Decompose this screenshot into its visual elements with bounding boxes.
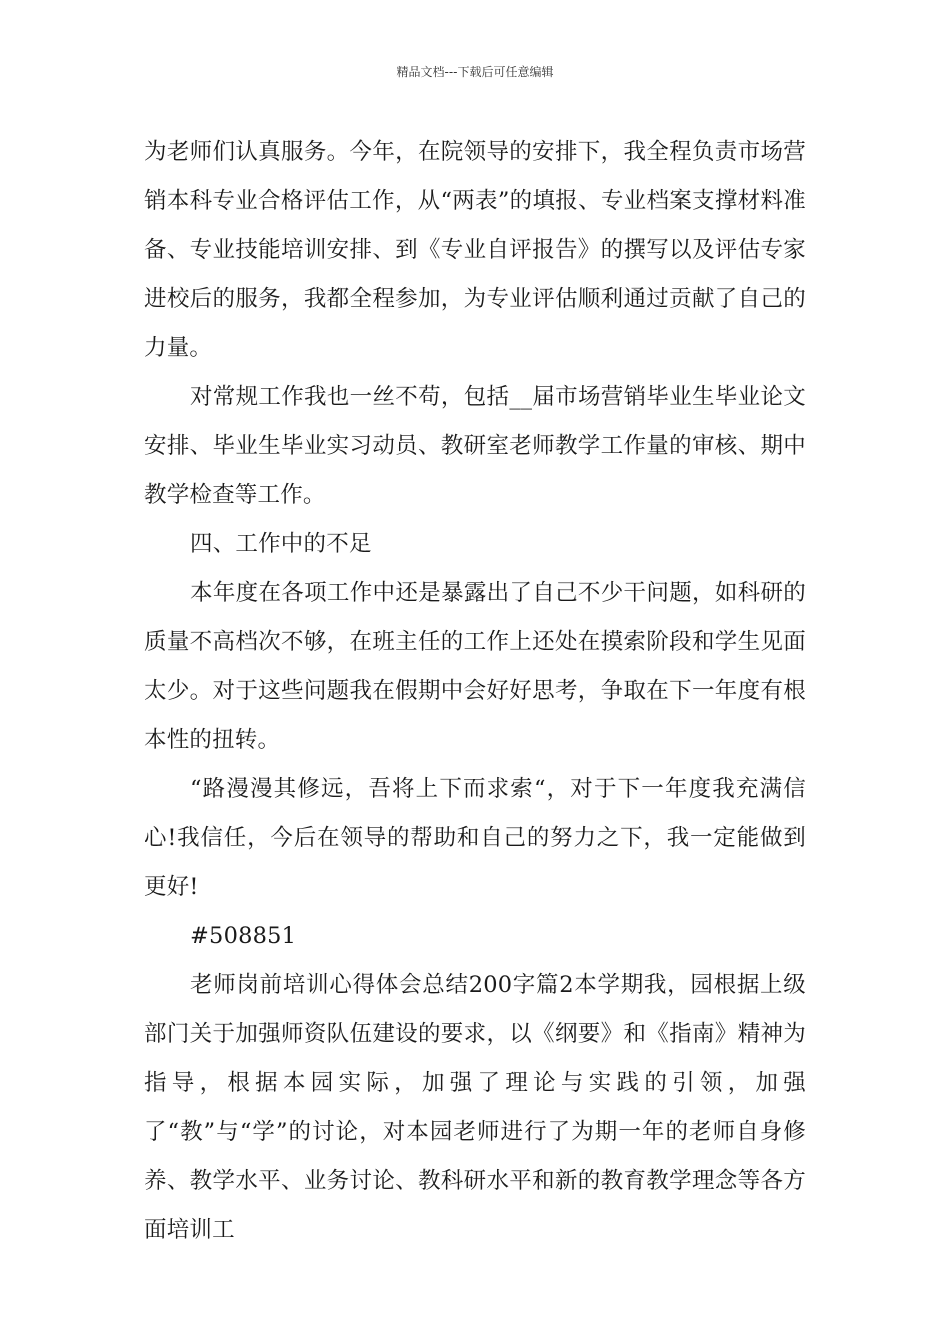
paragraph-routine-work: 对常规工作我也一丝不苟，包括__届市场营销毕业生毕业论文安排、毕业生毕业实习动员、教研室老师教学工作量的审核、期中教学检查等工作。 — [144, 384, 806, 508]
page-header: 精品文档---下载后可任意编辑 — [396, 65, 554, 79]
document-id: #508851 — [190, 923, 297, 949]
paragraph-outlook: “路漫漫其修远，吾将上下而求索“，对于下一年度我充满信心!我信任，今后在领导的帮助和自己的努力之下，我一定能做到更好! — [144, 776, 806, 900]
paragraph-service: 为老师们认真服务。今年，在院领导的安排下，我全程负责市场营销本科专业合格评估工作，从“两表”的填报、专业档案支撑材料准备、专业技能培训安排、到《专业自评报告》的撰写以及评估专家进校后的服务，我都全程参加，为专业评估顺利通过贡献了自己的力量。 — [144, 139, 806, 361]
paragraph-training-summary: 老师岗前培训心得体会总结200字篇2本学期我，园根据上级部门关于加强师资队伍建设的要求，以《纲要》和《指南》精神为指导，根据本园实际，加强了理论与实践的引领，加强了“教”与“学”的讨论，对本园老师进行了为期一年的老师自身修养、教学水平、业务讨论、教科研水平和新的教育教学理念等各方面培训工 — [144, 972, 806, 1243]
document-body — [144, 128, 806, 1255]
section-heading-shortcomings: 四、工作中的不足 — [190, 531, 372, 557]
paragraph-shortcomings: 本年度在各项工作中还是暴露出了自己不少干问题，如科研的质量不高档次不够，在班主任的工作上还处在摸索阶段和学生见面太少。对于这些问题我在假期中会好好思考，争取在下一年度有根本性的扭转。 — [144, 580, 806, 753]
